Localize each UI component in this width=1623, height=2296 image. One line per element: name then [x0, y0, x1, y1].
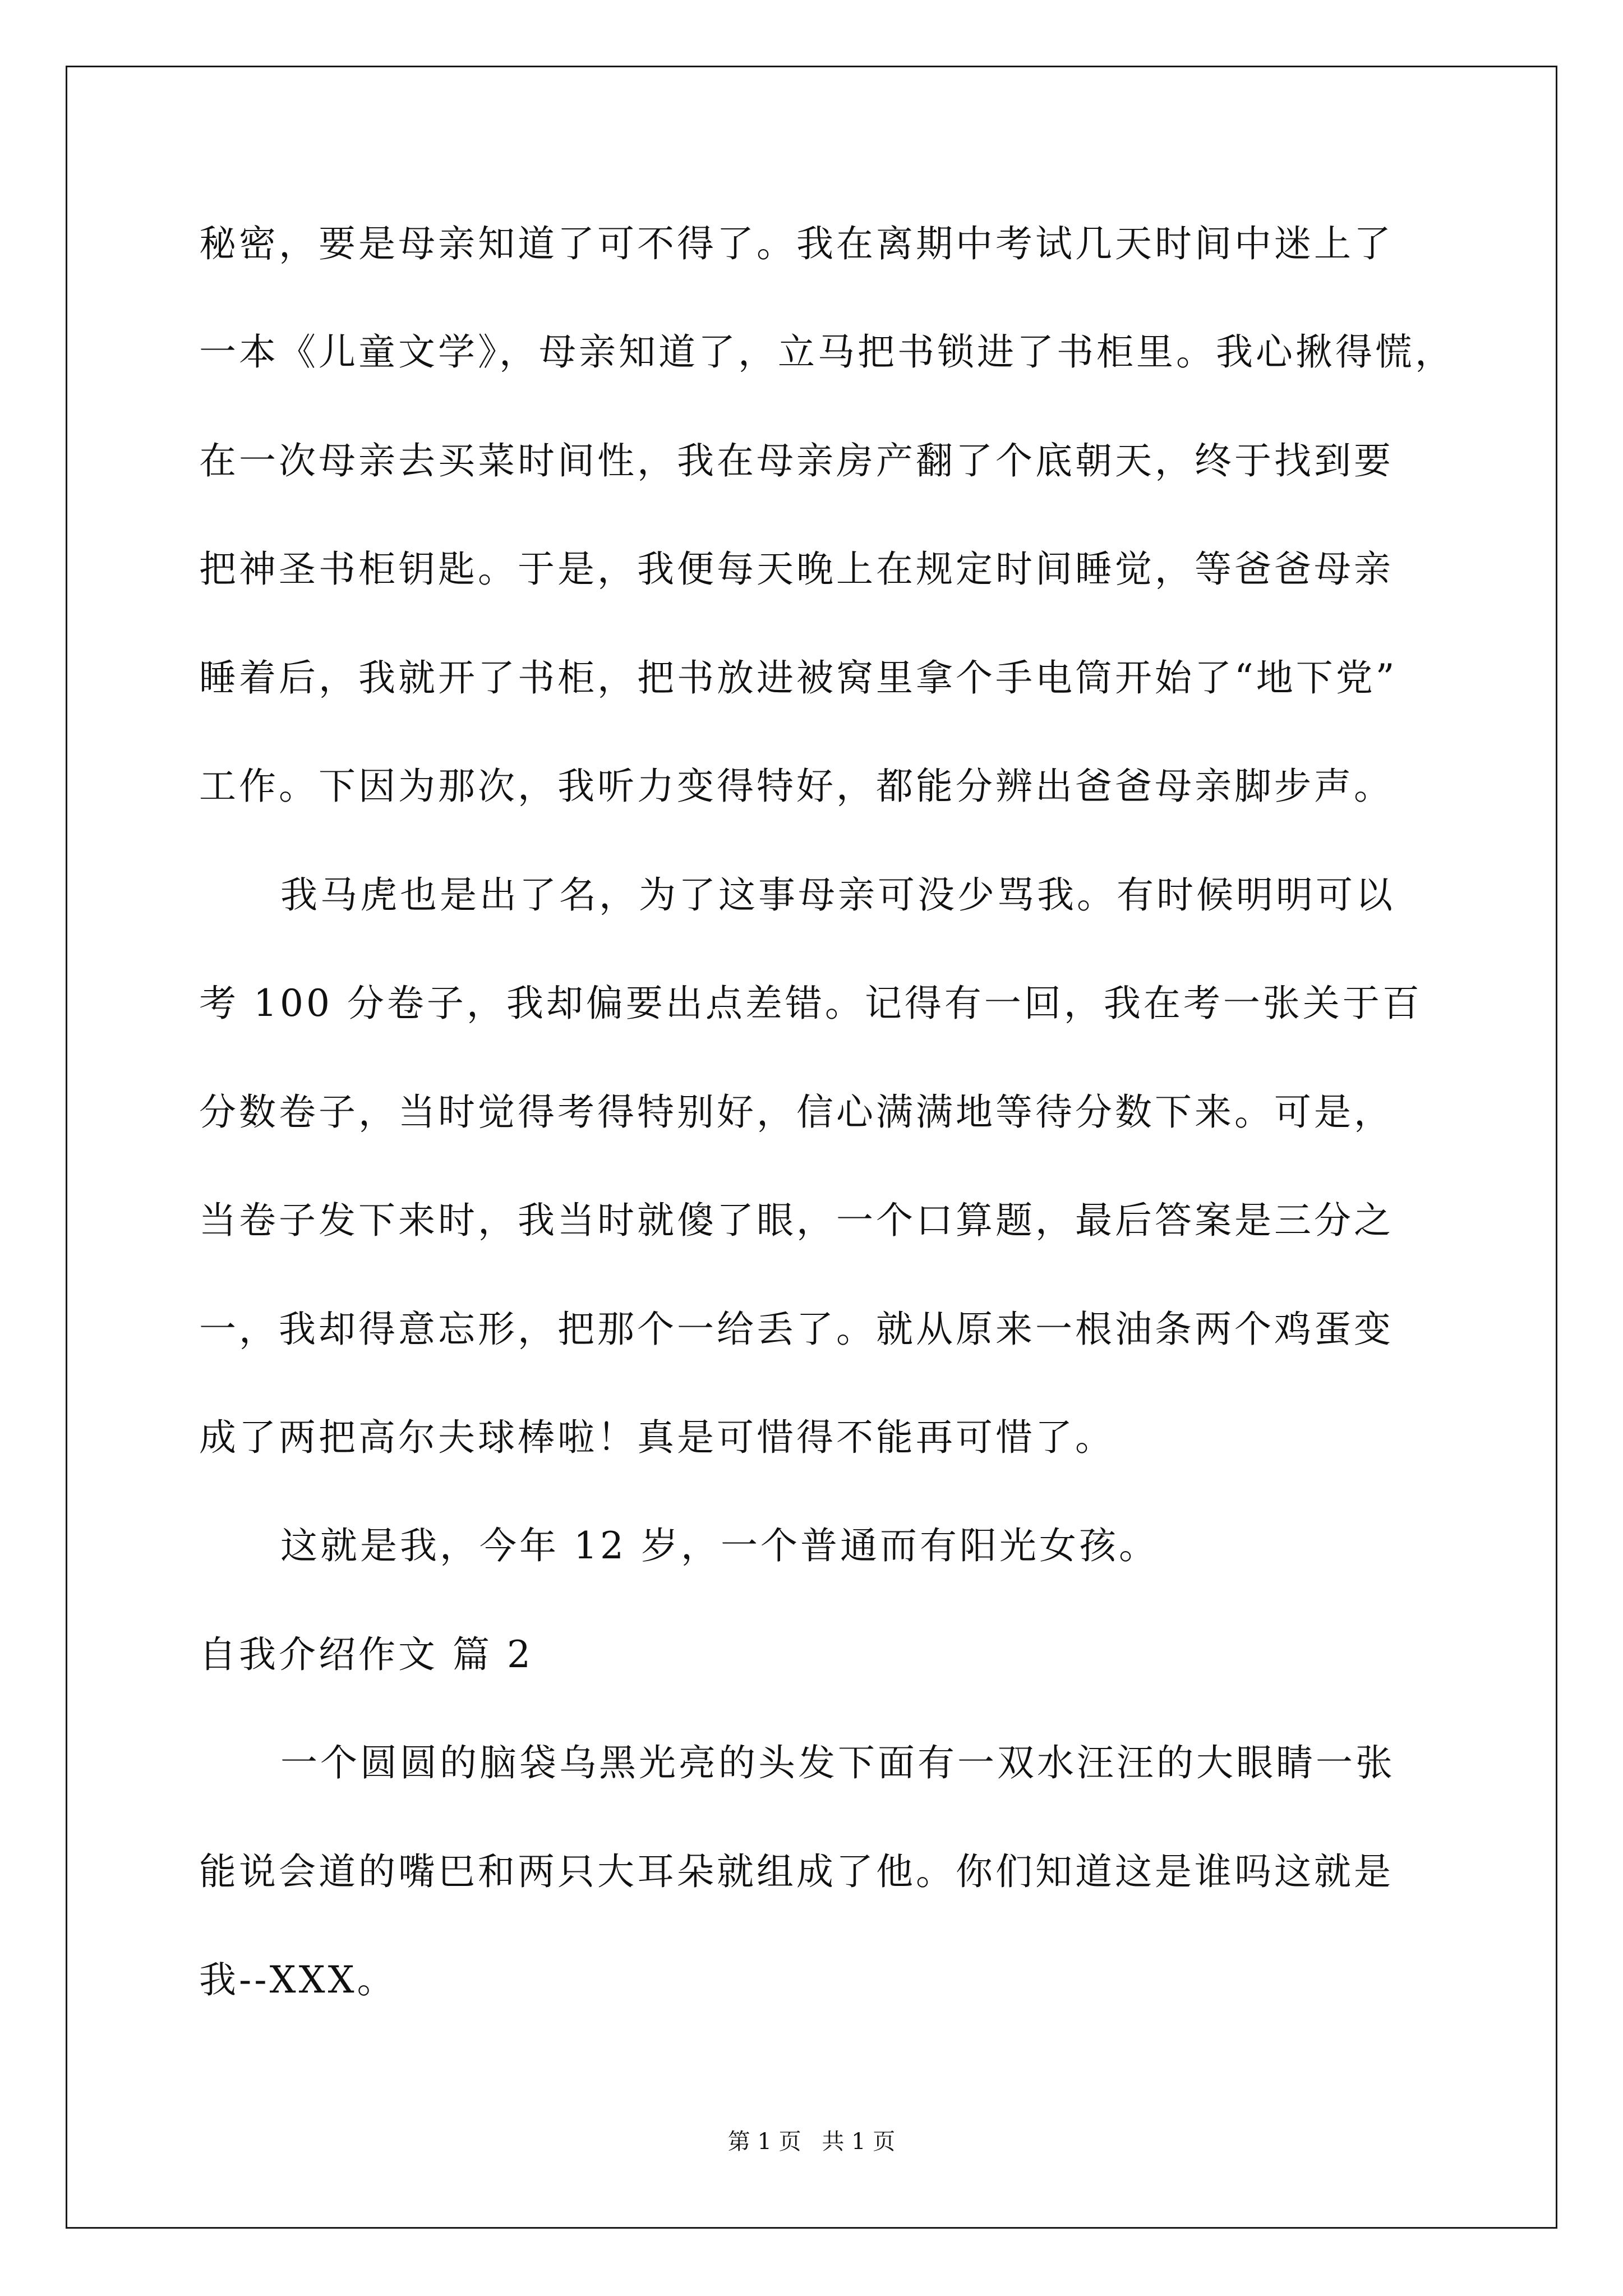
section-heading: 自我介绍作文 篇 2 — [199, 1633, 533, 1676]
paragraph-first-line: 我马虎也是出了名，为了这事母亲可没少骂我。有时候明明可以 — [280, 873, 1395, 917]
body-line: 把神圣书柜钥匙。于是，我便每天晚上在规定时间睡觉，等爸爸母亲 — [199, 547, 1394, 591]
body-line: 秘密，要是母亲知道了可不得了。我在离期中考试几天时间中迷上了 — [199, 222, 1394, 265]
page-number: 第 1 页 — [727, 2129, 801, 2155]
body-line: 睡着后，我就开了书柜，把书放进被窝里拿个手电筒开始了“地下党” — [199, 656, 1398, 700]
body-line: 我--XXX。 — [199, 1958, 397, 2001]
page-footer — [0, 2128, 1623, 2156]
body-line: 考 100 分卷子，我却偏要出点差错。记得有一回，我在考一张关于百 — [199, 982, 1422, 1025]
body-line: 在一次母亲去买菜时间性，我在母亲房产翻了个底朝天，终于找到要 — [199, 439, 1394, 482]
page-total: 共 1 页 — [822, 2129, 896, 2155]
body-line: 当卷子发下来时，我当时就傻了眼，一个口算题，最后答案是三分之 — [199, 1199, 1394, 1242]
body-line: 一，我却得意忘形，把那个一给丢了。就从原来一根油条两个鸡蛋变 — [199, 1308, 1394, 1351]
body-line: 一本《儿童文学》，母亲知道了，立马把书锁进了书柜里。我心揪得慌， — [199, 330, 1455, 374]
body-line: 能说会道的嘴巴和两只大耳朵就组成了他。你们知道这是谁吗这就是 — [199, 1850, 1394, 1893]
body-line: 分数卷子，当时觉得考得特别好，信心满满地等待分数下来。可是， — [199, 1091, 1394, 1134]
body-line: 成了两把高尔夫球棒啦！真是可惜得不能再可惜了。 — [199, 1416, 1115, 1459]
paragraph-first-line: 一个圆圆的脑袋乌黑光亮的头发下面有一双水汪汪的大眼睛一张 — [280, 1741, 1395, 1784]
body-line: 工作。下因为那次，我听力变得特好，都能分辨出爸爸母亲脚步声。 — [199, 765, 1394, 808]
page-border — [66, 66, 1557, 2229]
paragraph-first-line: 这就是我，今年 12 岁，一个普通而有阳光女孩。 — [280, 1524, 1159, 1567]
